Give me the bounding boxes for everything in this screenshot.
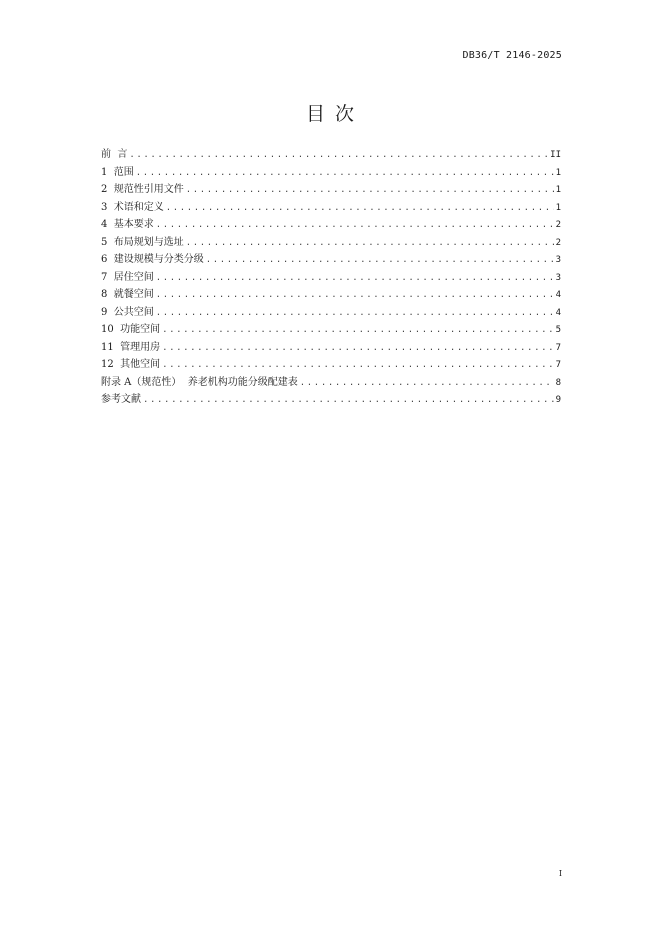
toc-entry[interactable]	[101, 374, 561, 392]
dot-leader	[166, 200, 554, 218]
dot-leader	[186, 182, 554, 200]
dot-leader	[156, 305, 554, 323]
toc-entry-label: 2 规范性引用文件	[101, 184, 184, 195]
toc-entry-page: 4	[555, 290, 561, 300]
toc-title: 目 次	[305, 103, 357, 125]
dot-leader	[156, 217, 554, 235]
toc-entry[interactable]	[101, 304, 561, 322]
toc-entry-page: 3	[555, 255, 561, 265]
page-number: I	[558, 869, 562, 878]
toc-entry-page: 8	[555, 377, 561, 388]
dot-leader	[156, 270, 554, 288]
toc-entry-label: 前 言	[101, 149, 128, 160]
toc-entry-page: 7	[555, 342, 561, 353]
toc-entry[interactable]	[101, 269, 561, 287]
toc-entry[interactable]	[101, 234, 561, 252]
toc-entry-page: 2	[555, 237, 561, 248]
toc-entry[interactable]	[101, 164, 561, 182]
toc-entry-page: 4	[555, 307, 561, 318]
dot-leader	[136, 165, 554, 183]
toc-entry-label: 4 基本要求	[101, 219, 154, 230]
toc-entry[interactable]	[101, 146, 561, 164]
dot-leader	[143, 392, 554, 410]
toc-entry-label: 12 其他空间	[101, 359, 161, 370]
toc-entry[interactable]	[101, 251, 561, 269]
toc-entry-label: 9 公共空间	[101, 306, 154, 318]
toc-entry-label: 8 就餐空间	[101, 289, 154, 300]
toc-entry-label: 参考文献	[101, 394, 141, 405]
table-of-contents	[101, 146, 561, 409]
toc-entry[interactable]	[101, 216, 561, 234]
toc-entry-page: 5	[555, 325, 561, 335]
toc-entry-page: 7	[555, 360, 561, 370]
dot-leader	[206, 252, 554, 270]
dot-leader	[300, 375, 554, 393]
toc-entry-label: 5 布局规划与选址	[101, 236, 184, 248]
toc-entry-page: 1	[555, 167, 561, 178]
dot-leader	[156, 287, 554, 305]
toc-entry[interactable]	[101, 199, 561, 217]
toc-entry-label: 11 管理用房	[101, 341, 161, 353]
toc-entry-label: 10 功能空间	[101, 324, 161, 335]
toc-entry-label: 3 术语和定义	[101, 201, 164, 213]
toc-entry-page: 2	[555, 220, 561, 230]
dot-leader	[129, 147, 548, 165]
toc-entry[interactable]	[101, 181, 561, 199]
toc-entry-label: 6 建设规模与分类分级	[101, 254, 204, 265]
toc-entry-page: 1	[555, 185, 561, 195]
dot-leader	[162, 340, 553, 358]
toc-entry-label: 7 居住空间	[101, 271, 154, 283]
toc-entry[interactable]	[101, 391, 561, 409]
dot-leader	[186, 235, 554, 253]
toc-entry[interactable]	[101, 321, 561, 339]
toc-entry-page: 9	[555, 395, 561, 405]
toc-entry-page: II	[550, 150, 561, 160]
toc-entry-label: 1 范围	[101, 166, 134, 178]
toc-entry-page: 1	[555, 202, 561, 213]
toc-entry[interactable]	[101, 286, 561, 304]
dot-leader	[162, 322, 553, 340]
dot-leader	[162, 357, 553, 375]
toc-entry[interactable]	[101, 339, 561, 357]
toc-entry-label: 附录 A（规范性） 养老机构功能分级配建表	[101, 376, 298, 388]
toc-entry[interactable]	[101, 356, 561, 374]
toc-entry-page: 3	[555, 272, 561, 283]
document-code: DB36/T 2146-2025	[462, 50, 562, 61]
